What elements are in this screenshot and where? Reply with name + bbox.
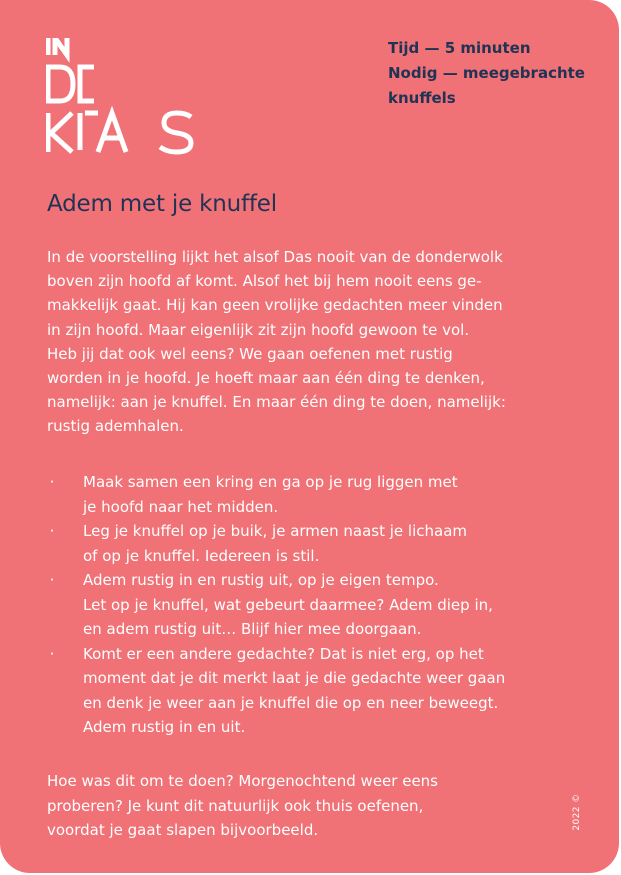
bullet-dot: · xyxy=(49,522,55,540)
step-line: moment dat je dit merkt laat je die gedachte weer gaan xyxy=(83,669,506,687)
intro-line: worden in je hoofd. Je hoeft maar aan één ding te denken, xyxy=(47,369,485,388)
intro-line: In de voorstelling lijkt het alsof Das nooit van de donderwolk xyxy=(47,248,503,266)
time-label: Tijd — 5 minuten xyxy=(388,39,531,57)
step-item xyxy=(47,470,505,519)
intro-line: rustig ademhalen. xyxy=(47,417,184,436)
step-line: Leg je knuffel op je buik, je armen naast je lichaam xyxy=(83,522,468,540)
step-item xyxy=(47,642,505,740)
intro-line: Heb jij dat ook wel eens? We gaan oefenen met rustig xyxy=(47,344,453,363)
intro-paragraph xyxy=(47,245,506,439)
step-line: Adem rustig in en uit. xyxy=(83,718,246,736)
outro-line: voordat je gaat slapen bijvoorbeeld. xyxy=(47,821,319,839)
needed-label-line-2: knuffels xyxy=(388,89,456,107)
step-item xyxy=(47,568,505,642)
steps-list xyxy=(47,470,505,740)
intro-line: in zijn hoofd. Maar eigenlijk zit zijn hoofd gewoon te vol. xyxy=(47,320,470,339)
step-line: Maak samen een kring en ga op je rug liggen met xyxy=(83,473,458,491)
outro-paragraph xyxy=(47,769,438,843)
step-line: en denk je weer aan je knuffel die op en neer beweegt. xyxy=(83,693,499,712)
bullet-dot: · xyxy=(49,644,55,663)
in-de-klas-logo xyxy=(46,38,196,156)
intro-line: makkelijk gaat. Hij kan geen vrolijke gedachten meer vinden xyxy=(47,296,503,315)
step-line: Komt er een andere gedachte? Dat is niet erg, op het xyxy=(83,644,484,663)
step-line: Let op je knuffel, wat gebeurt daarmee? Adem diep in, xyxy=(83,595,493,614)
step-line: of op je knuffel. Iedereen is stil. xyxy=(83,546,320,565)
step-item xyxy=(47,519,505,568)
needed-label-line-1: Nodig — meegebrachte xyxy=(388,64,585,82)
activity-title: Adem met je knuffel xyxy=(47,191,277,217)
step-line: Adem rustig in en rustig uit, op je eigen tempo. xyxy=(83,571,439,589)
bullet-dot: · xyxy=(49,571,55,589)
copyright-notice: 2022 © xyxy=(572,793,582,831)
intro-line: boven zijn hoofd af komt. Alsof het bij hem nooit eens ge- xyxy=(47,272,482,291)
outro-line: proberen? Je kunt dit natuurlijk ook thuis oefenen, xyxy=(47,796,424,815)
step-line: je hoofd naar het midden. xyxy=(83,497,279,516)
intro-line: namelijk: aan je knuffel. En maar één ding te doen, namelijk: xyxy=(47,393,506,412)
bullet-dot: · xyxy=(49,473,55,491)
step-line: en adem rustig uit… Blijf hier mee doorgaan. xyxy=(83,620,422,638)
outro-line: Hoe was dit om te doen? Morgenochtend weer eens xyxy=(47,772,438,790)
activity-meta xyxy=(388,36,585,111)
